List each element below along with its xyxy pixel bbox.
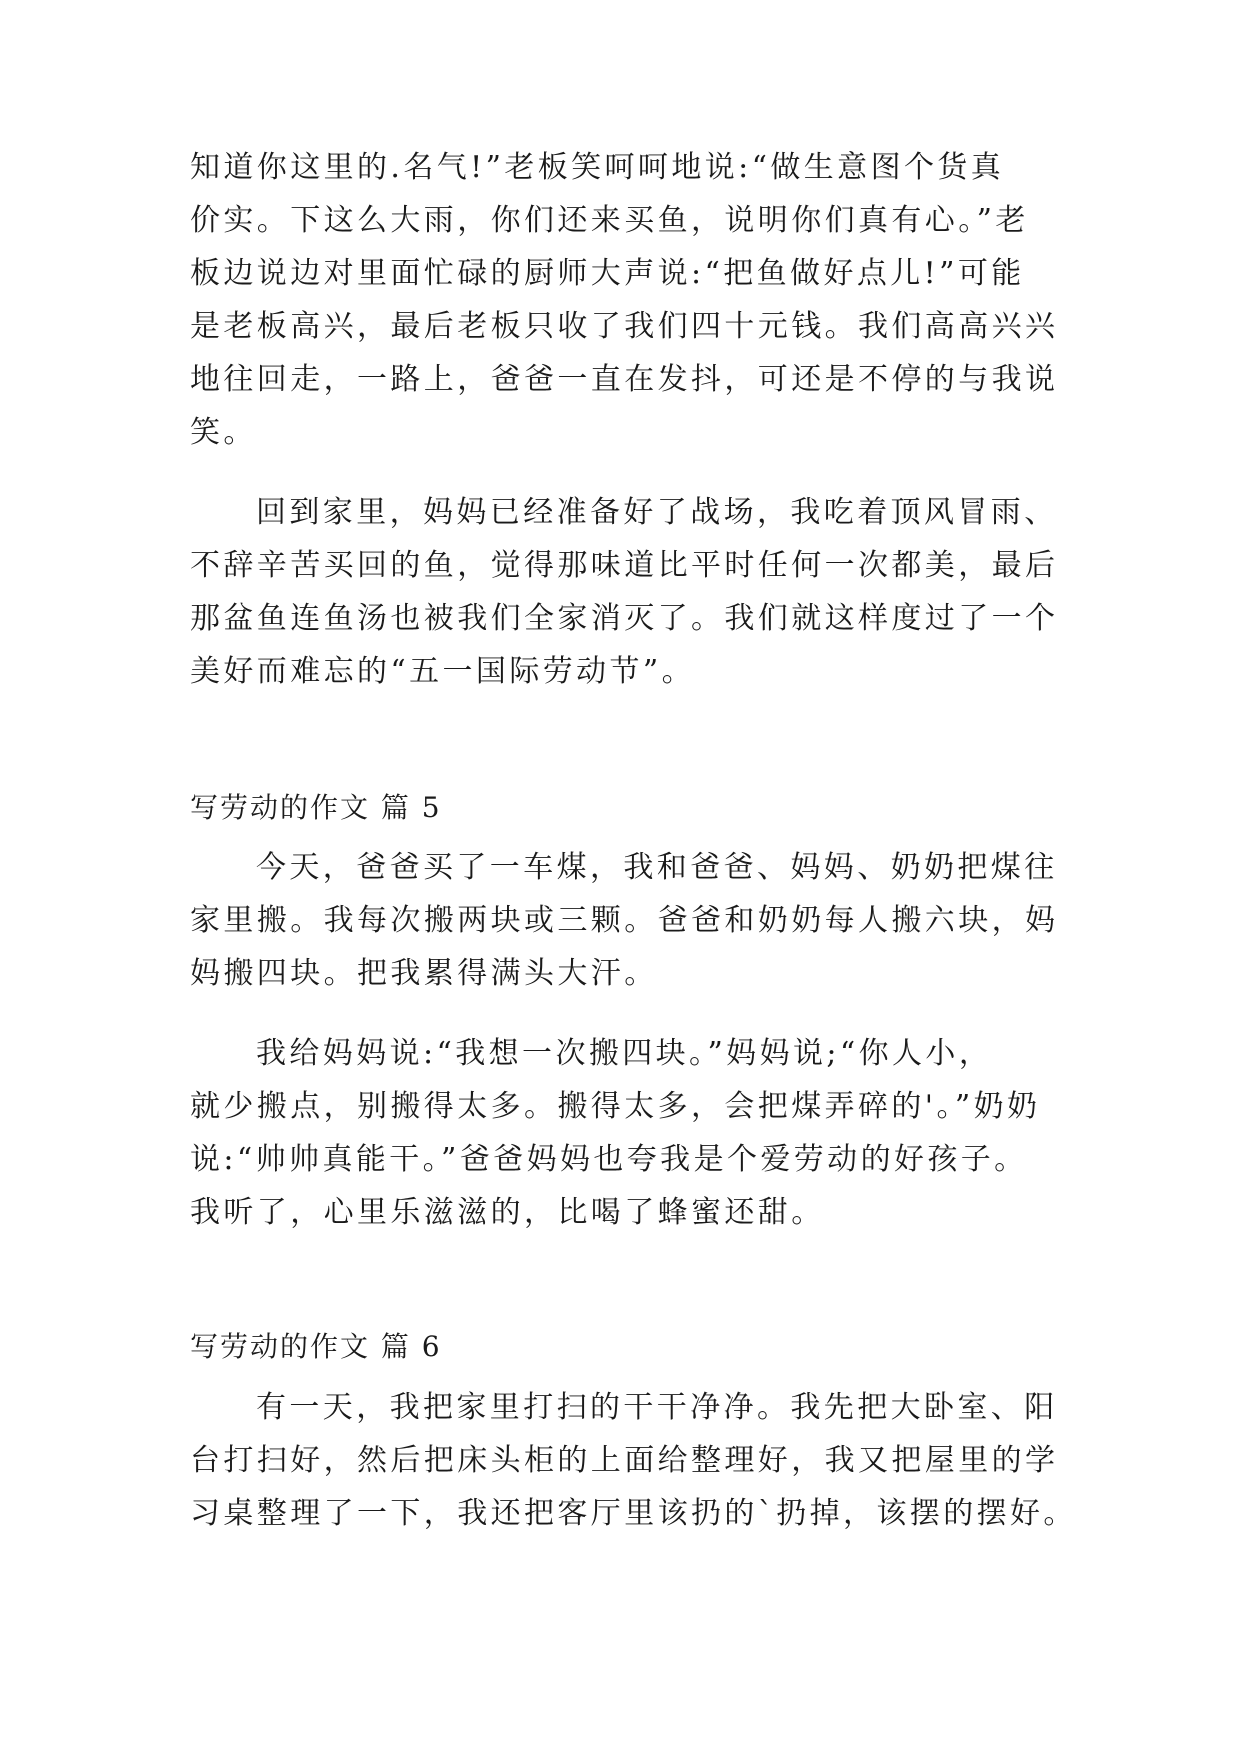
body-line: 地往回走，一路上，爸爸一直在发抖，可还是不停的与我说 bbox=[190, 362, 1059, 397]
paragraph-first-line: 有一天，我把家里打扫的干干净净。我先把大卧室、阳 bbox=[256, 1390, 1058, 1425]
body-line: 习桌整理了一下，我还把客厅里该扔的`扔掉，该摆的摆好。 bbox=[190, 1496, 1077, 1531]
body-line: 笑。 bbox=[190, 415, 257, 450]
paragraph-first-line: 今天，爸爸买了一车煤，我和爸爸、妈妈、奶奶把煤往 bbox=[256, 850, 1058, 885]
body-line: 台打扫好，然后把床头柜的上面给整理好，我又把屋里的学 bbox=[190, 1443, 1059, 1478]
body-line: 知道你这里的.名气!”老板笑呵呵地说:“做生意图个货真 bbox=[190, 150, 1005, 185]
body-line: 说:“帅帅真能干。”爸爸妈妈也夸我是个爱劳动的好孩子。 bbox=[190, 1142, 1028, 1177]
body-line: 妈搬四块。把我累得满头大汗。 bbox=[190, 956, 658, 991]
section-heading: 写劳动的作文 篇 5 bbox=[190, 791, 442, 824]
body-line: 不辞辛苦买回的鱼，觉得那味道比平时任何一次都美，最后 bbox=[190, 548, 1059, 583]
body-line: 价实。下这么大雨，你们还来买鱼，说明你们真有心。”老 bbox=[190, 203, 1029, 238]
body-line: 是老板高兴，最后老板只收了我们四十元钱。我们高高兴兴 bbox=[190, 309, 1059, 344]
section-heading: 写劳动的作文 篇 6 bbox=[190, 1330, 442, 1363]
body-line: 美好而难忘的“五一国际劳动节”。 bbox=[190, 654, 696, 689]
body-line: 家里搬。我每次搬两块或三颗。爸爸和奶奶每人搬六块，妈 bbox=[190, 903, 1059, 938]
body-line: 我听了，心里乐滋滋的，比喝了蜂蜜还甜。 bbox=[190, 1195, 825, 1230]
body-line: 那盆鱼连鱼汤也被我们全家消灭了。我们就这样度过了一个 bbox=[190, 601, 1059, 636]
paragraph-first-line: 我给妈妈说:“我想一次搬四块。”妈妈说;“你人小， bbox=[256, 1036, 993, 1071]
body-line: 板边说边对里面忙碌的厨师大声说:“把鱼做好点儿!”可能 bbox=[190, 256, 1025, 291]
body-line: 就少搬点，别搬得太多。搬得太多，会把煤弄碎的'。”奶奶 bbox=[190, 1089, 1041, 1124]
paragraph-first-line: 回到家里，妈妈已经准备好了战场，我吃着顶风冒雨、 bbox=[256, 495, 1058, 530]
